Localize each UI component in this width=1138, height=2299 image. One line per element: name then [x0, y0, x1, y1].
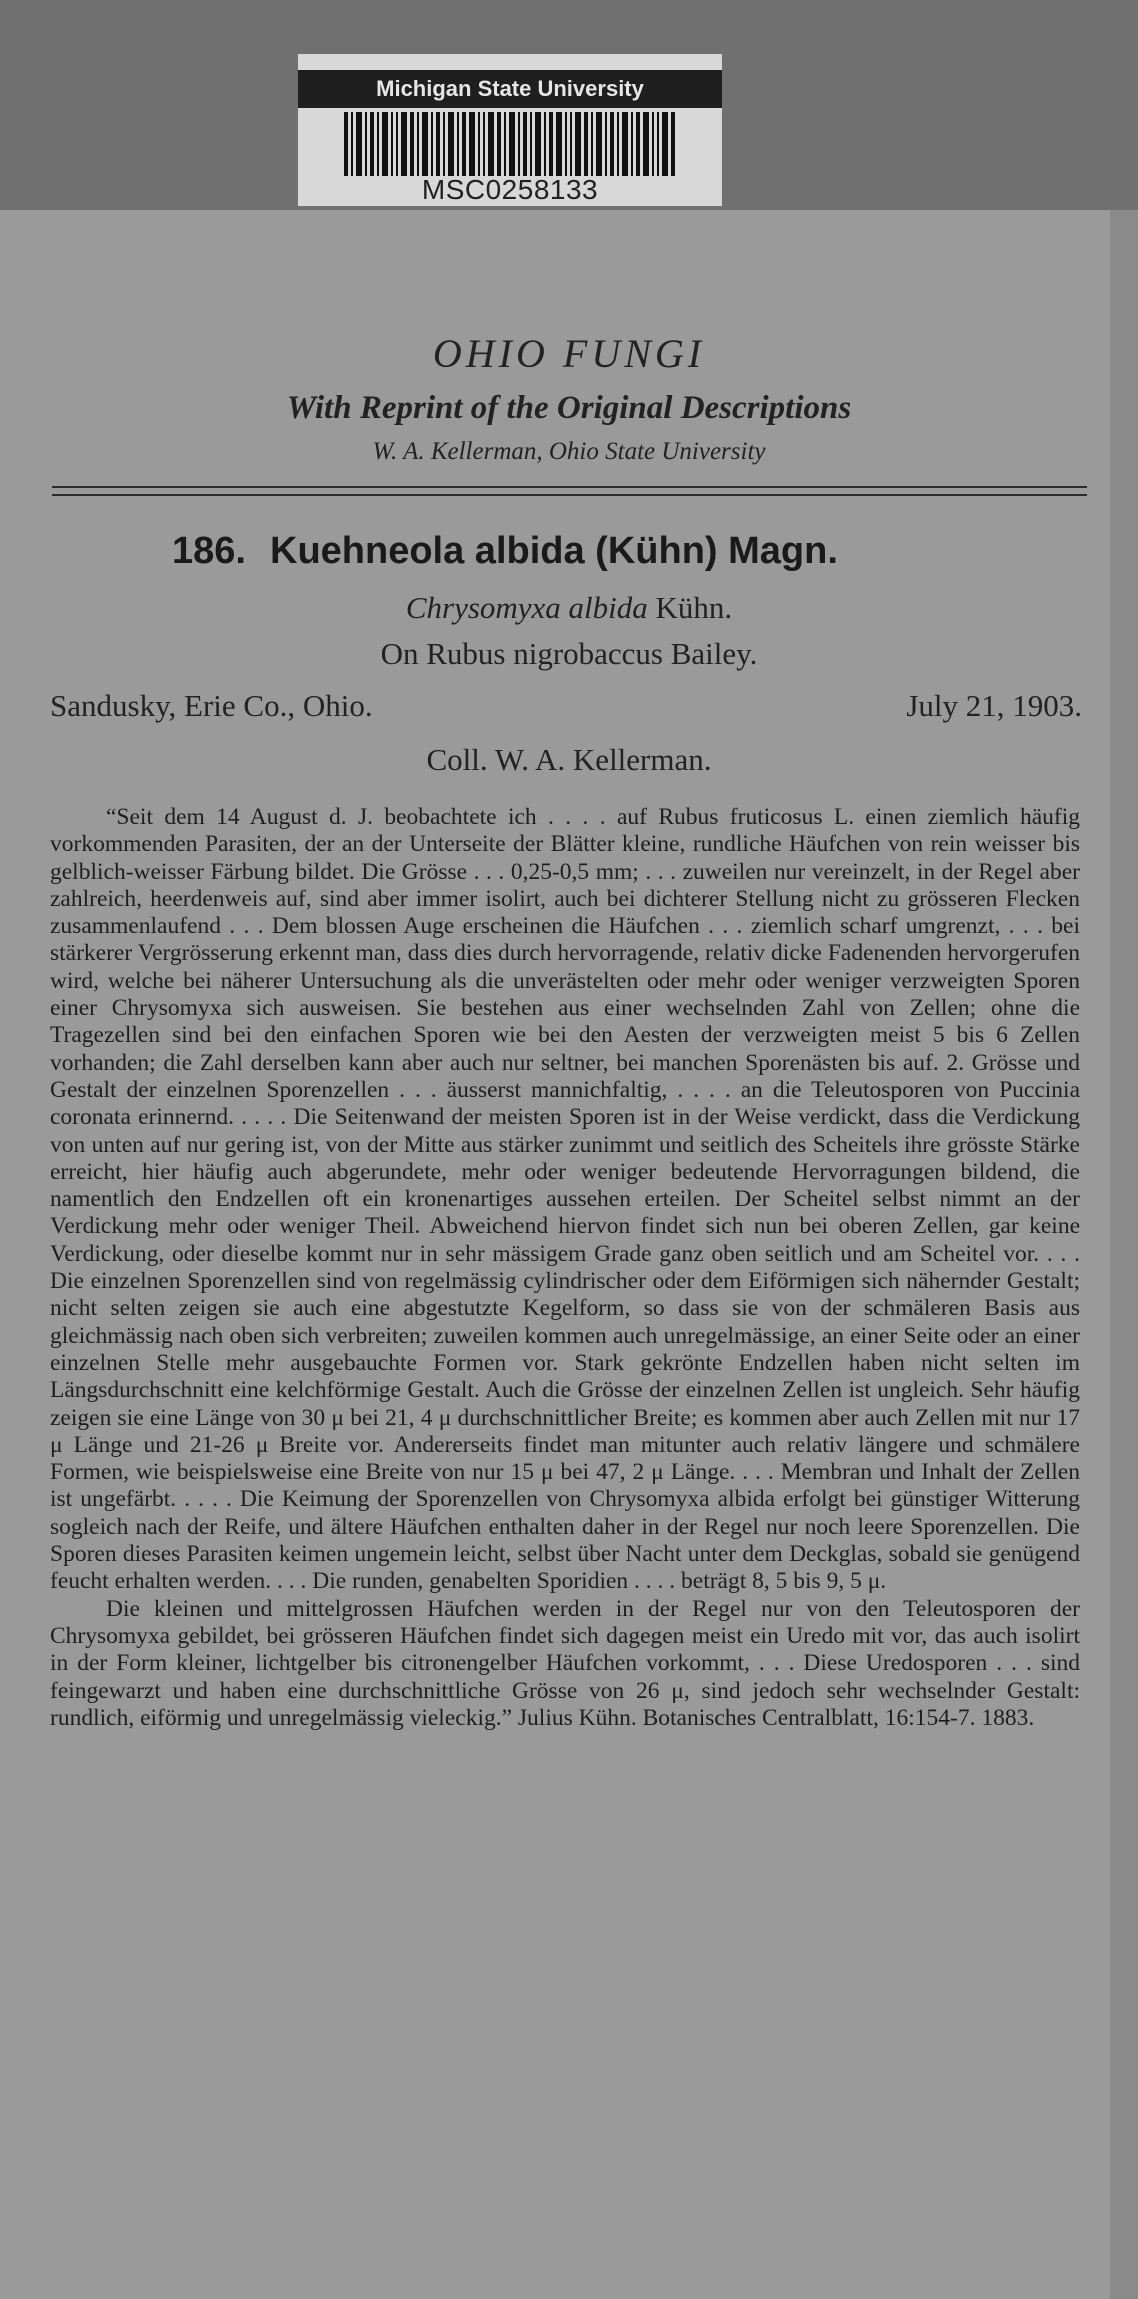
locality: Sandusky, Erie Co., Ohio. — [50, 688, 373, 723]
series-subtitle: With Reprint of the Original Descriptions — [286, 390, 852, 426]
label-edge — [1110, 210, 1138, 2299]
barcode-icon — [344, 112, 676, 176]
description-paragraph: Die kleinen und mittelgrossen Häufchen werden in der Regel nur von den Teleutosporen der Chrysomyxa gebildet, bei grösseren Häufchen findet sich dagegen meist ein Uredo mit vor, das auch isolirt in der Form kleiner, lichtgelber bis citronengelber Häufchen vorkommt, . . . Diese Uredosporen . . . sind feingewarzt und haben eine durchschnittliche Grösse von 26 μ, sind jedoch sehr wechselnder Gestalt: rundlich, eiförmig und unregelmässig vieleckig.” Julius Kühn. Botanisches Centralblatt, 16:154-7. 1883. — [50, 1595, 1080, 1731]
barcode-sticker — [298, 54, 722, 206]
original-description — [50, 804, 1080, 1732]
collection-date: July 21, 1903. — [906, 688, 1082, 723]
species-name: Kuehneola albida (Kühn) Magn. — [270, 530, 838, 572]
collector: Coll. W. A. Kellerman. — [426, 742, 712, 777]
host-plant: On Rubus nigrobaccus Bailey. — [380, 636, 758, 671]
synonym — [0, 590, 1138, 626]
description-paragraph: “Seit dem 14 August d. J. beobachtete ich . . . . auf Rubus fruticosus L. einen ziemlich häufig vorkommenden Parasiten, der an der Unterseite der Blätter kleine, rundliche Häufchen von rein weisser bis gelblich-weisser Färbung bildet. Die Grösse . . . 0,25-0,5 mm; . . . zuweilen nur vereinzelt, in der Regel aber zahlreich, heerdenweis auf, sind aber immer isolirt, auch bei dichterer Stellung nicht zu grösseren Flecken zusammenlaufend . . . Dem blossen Auge erscheinen die Häufchen . . . ziemlich scharf umgrenzt, . . . bei stärkerer Vergrösserung erkennt man, dass dies durch hervorragende, relativ dicke Fadenenden hervorgerufen wird, welche bei näherer Untersuchung als die unverästelten oder mehr oder weniger verzweigten Sporen einer Chrysomyxa sich ausweisen. Sie bestehen aus einer wechselnden Zahl von Zellen; ohne die Tragezellen sind bei den einfachen Sporen wie bei den Aesten der verzweigten meist 5 bis 6 Zellen vorhanden; die Zahl derselben kann aber auch nur seltner, bei manchen Sporenästen bis auf. 2. Grösse und Gestalt der einzelnen Sporenzellen . . . äusserst mannichfaltig, . . . . an die Teleutosporen von Puccinia coronata erinnernd. . . . . Die Seitenwand der meisten Sporen ist in der Weise verdickt, dass die Verdickung von unten auf nur gering ist, von der Mitte aus stärker zunimmt und seitlich des Scheitels ihre grösste Stärke erreicht, hier häufig auch abgerundete, mehr oder weniger bedeutende Hervorragungen bildend, die namentlich den Endzellen oft ein kronenartiges aussehen erteilen. Der Scheitel selbst nimmt an der Verdickung mehr oder weniger Theil. Abweichend hiervon findet sich nun bei oberen Zellen, gar keine Verdickung, oder dieselbe kommt nur in sehr mässigem Grade ganz oben seitlich und am Scheitel vor. . . . Die einzelnen Sporenzellen sind von regelmässig cylindrischer oder dem Eiförmigen sich nähernder Gestalt; nicht selten zeigen sie auch eine abgestutzte Kegelform, so dass sie von der schmäleren Basis aus gleichmässig nach oben sich verbreiten; zuweilen kommen auch unregelmässige, an einer Seite oder an einer einzelnen Stelle mehr ausgebauchte Formen vor. Stark gekrönte Endzellen haben nicht selten im Längsdurchschnitt eine kelchförmige Gestalt. Auch die Grösse der einzelnen Zellen ist ungleich. Sehr häufig zeigen sie eine Länge von 30 μ bei 21, 4 μ durchschnittlicher Breite; es kommen aber auch Zellen mit nur 17 μ Länge und 21-26 μ Breite vor. Andererseits findet man mitunter auch relativ längere und schmälere Formen, wie beispielsweise eine Breite von nur 15 μ bei 47, 2 μ Länge. . . . Membran und Inhalt der Zellen ist ungefärbt. . . . . Die Keimung der Sporenzellen von Chrysomyxa albida erfolgt bei günstiger Witterung sogleich nach der Reife, und ältere Häufchen enthalten daher in der Regel nur noch leere Sporenzellen. Die Sporen dieses Parasiten keimen ungemein leicht, selbst über Nacht unter dem Deckglas, sobald sie genügend feucht erhalten werden. . . . Die runden, genabelten Sporidien . . . . beträgt 8, 5 bis 9, 5 μ. — [50, 804, 1080, 1595]
synonym-name: Chrysomyxa albida — [405, 590, 648, 625]
header-rule-top — [52, 486, 1087, 488]
institution-name: Michigan State University — [298, 70, 722, 108]
synonym-authority: Kühn. — [655, 590, 733, 625]
specimen-number: 186. — [172, 530, 246, 572]
series-title: OHIO FUNGI — [432, 331, 706, 376]
catalog-number: MSC0258133 — [421, 174, 599, 205]
series-author: W. A. Kellerman, Ohio State University — [372, 438, 766, 465]
header-rule-bottom — [52, 494, 1087, 496]
